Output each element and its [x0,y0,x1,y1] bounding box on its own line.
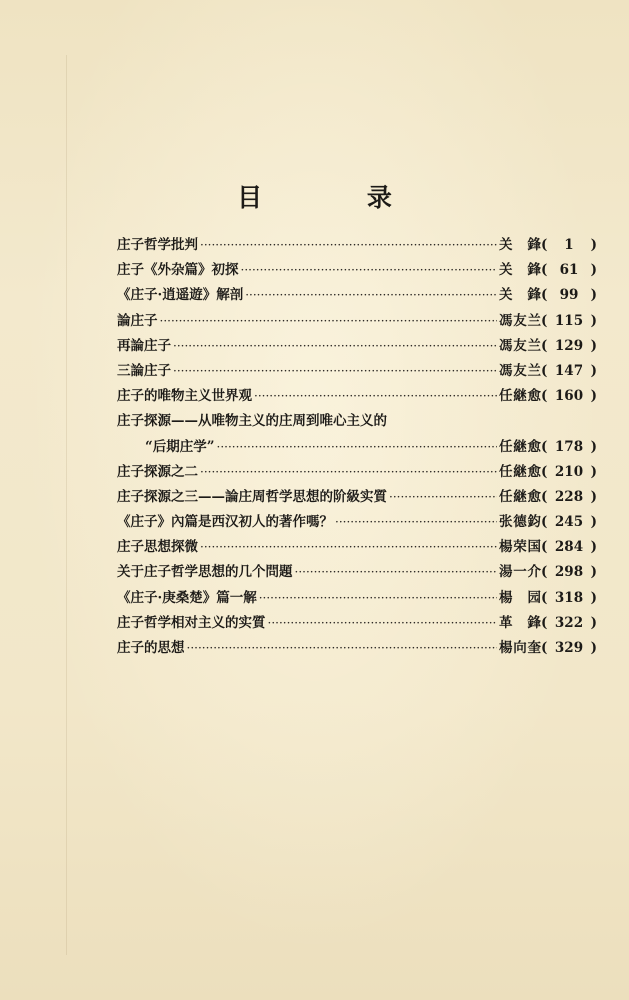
entry-title: 庄子的思想 [117,640,185,656]
entry-title: 庄子思想探微 [117,539,198,556]
entry-author: 关 鋒 [499,237,541,253]
toc-entry [117,283,597,308]
entry-page: ( 245 ) [541,514,597,531]
toc-entry [117,535,597,560]
entry-author: 楊 园 [499,589,541,606]
page-number: 115 [554,312,584,329]
page-number: 318 [554,589,584,606]
entry-page: ( 147 ) [541,362,597,379]
toc-entry [117,309,597,334]
entry-author: 任継愈 [499,438,541,455]
entry-title: 論庄子 [117,312,158,329]
entry-title: “后期庄学” [145,438,215,455]
page-number: 99 [559,287,579,304]
leader-dots [200,238,497,252]
page-number: 228 [554,488,584,505]
page-number: 245 [554,514,584,531]
toc-entry [117,460,597,485]
leader-dots [295,565,498,579]
page-number: 284 [554,539,584,556]
page-number: 129 [554,337,584,354]
entry-page: ( 228 ) [541,488,597,505]
page-number: 1 [564,237,574,253]
entry-page: ( 160 ) [541,388,597,405]
toc-entry [117,611,597,636]
toc-entry [117,334,597,359]
toc-entry [117,384,597,409]
entry-page: ( 129 ) [541,337,597,354]
entry-author: 馮友兰 [499,337,541,354]
entry-author: 关 鋒 [499,287,541,304]
entry-author: 楊荣国 [499,539,541,556]
entry-title: 再論庄子 [117,337,171,354]
entry-page: ( 284 ) [541,539,597,556]
toc-entry [117,233,597,258]
leader-dots [335,515,497,529]
entry-author: 馮友兰 [499,312,541,329]
entry-title: 《庄子·逍遥遊》解剖 [117,287,244,304]
leader-dots [187,641,498,655]
page-number: 210 [554,463,584,480]
toc-entry [117,409,597,434]
entry-page: ( 298 ) [541,564,597,581]
entry-author: 馮友兰 [499,362,541,379]
leader-dots [217,440,497,454]
entry-title: 庄子探源之二 [117,463,198,480]
entry-title: 《庄子·庚桑楚》篇一解 [117,589,257,606]
entry-page: ( 115 ) [541,312,597,329]
page-number: 322 [554,614,584,631]
page-number: 61 [559,262,579,279]
leader-dots [160,314,498,328]
toc-entry [117,560,597,585]
entry-title: 三論庄子 [117,362,171,379]
entry-page: ( 322 ) [541,614,597,631]
toc-entry [117,435,597,460]
page-number: 329 [554,640,584,656]
entry-title: 庄子哲学相对主义的实質 [117,614,266,631]
table-of-contents [117,233,597,661]
entry-title: 庄子哲学批判 [117,237,198,253]
leader-dots [173,339,497,353]
entry-author: 任継愈 [499,388,541,405]
leader-dots [200,540,497,554]
leader-dots [389,490,497,504]
leader-dots [241,263,498,277]
toc-entry [117,485,597,510]
entry-author: 关 鋒 [499,262,541,279]
page-title: 目 录 [237,183,440,212]
entry-title: 关于庄子哲学思想的几个問題 [117,564,293,581]
leader-dots [173,364,497,378]
entry-title: 庄子《外杂篇》初探 [117,262,239,279]
toc-entry [117,510,597,535]
entry-title: 庄子探源——从唯物主义的庄周到唯心主义的 [117,413,387,430]
entry-page: ( 178 ) [541,438,597,455]
entry-title: 庄子探源之三——論庄周哲学思想的阶級实質 [117,488,387,505]
page-number: 178 [554,438,584,455]
entry-page: ( 329 ) [541,640,597,656]
entry-author: 湯一介 [499,564,541,581]
page-number: 160 [554,388,584,405]
toc-entry [117,359,597,384]
leader-dots [245,288,497,302]
entry-page: ( 318 ) [541,589,597,606]
entry-author: 楊向奎 [499,640,541,656]
entry-author: 任継愈 [499,463,541,480]
leader-dots [268,616,498,630]
entry-author: 张德鈞 [499,514,541,531]
toc-entry [117,636,597,661]
leader-dots [259,591,497,605]
entry-title: 《庄子》內篇是西汉初人的著作嗎？ [117,514,333,531]
entry-page: ( 1 ) [541,237,597,253]
entry-title: 庄子的唯物主义世界观 [117,388,252,405]
entry-author: 革 鋒 [499,614,541,631]
leader-dots [200,465,497,479]
toc-entry [117,586,597,611]
page-number: 298 [554,564,584,581]
entry-author: 任継愈 [499,488,541,505]
page-number: 147 [554,362,584,379]
entry-page: ( 61 ) [541,262,597,279]
toc-entry [117,258,597,283]
entry-page: ( 99 ) [541,287,597,304]
leader-dots [254,389,497,403]
entry-page: ( 210 ) [541,463,597,480]
